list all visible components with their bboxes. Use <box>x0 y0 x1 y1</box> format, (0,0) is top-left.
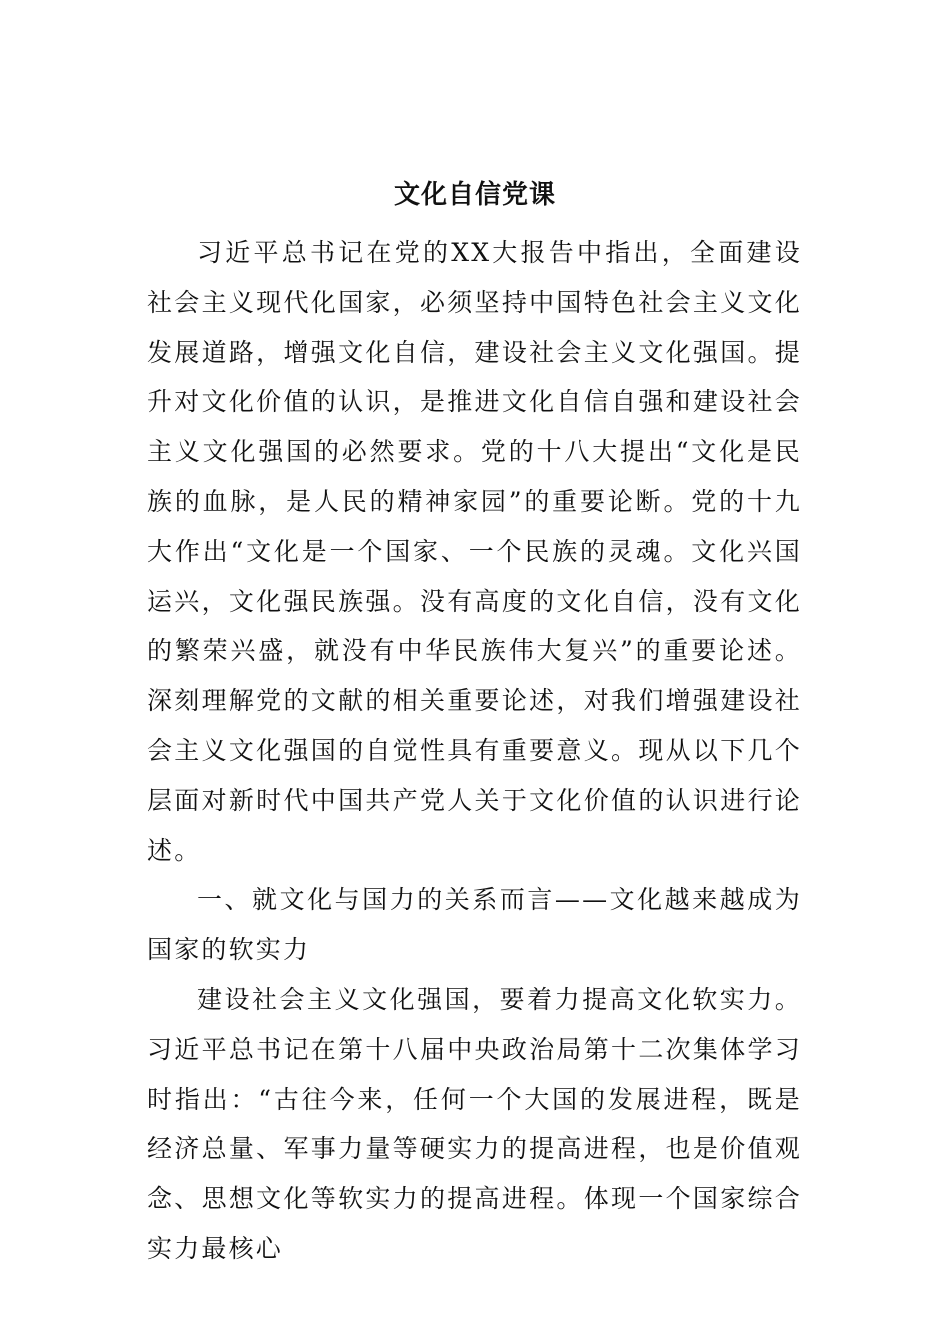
document-title: 文化自信党课 <box>393 180 556 211</box>
document-body <box>147 228 802 1274</box>
paragraph-intro: 习近平总书记在党的XX大报告中指出，全面建设社会主义现代化国家，必须坚持中国特色社会主义文化发展道路，增强文化自信，建设社会主义文化强国。提升对文化价值的认识，是推进文化自信自强和建设社会主义文化强国的必然要求。党的十八大提出“文化是民族的血脉，是人民的精神家园”的重要论断。党的十九大作出“文化是一个国家、一个民族的灵魂。文化兴国运兴，文化强民族强。没有高度的文化自信，没有文化的繁荣兴盛，就没有中华民族伟大复兴”的重要论述。深刻理解党的文献的相关重要论述，对我们增强建设社会主义文化强国的自觉性具有重要意义。现从以下几个层面对新时代中国共产党人关于文化价值的认识进行论述。 <box>147 238 802 865</box>
section-heading-1: 一、就文化与国力的关系而言——文化越来越成为国家的软实力 <box>147 885 802 965</box>
paragraph-section-1: 建设社会主义文化强国，要着力提高文化软实力。习近平总书记在第十八届中央政治局第十二次集体学习时指出：“古往今来，任何一个大国的发展进程，既是经济总量、军事力量等硬实力的提高进程，也是价值观念、思想文化等软实力的提高进程。体现一个国家综合实力最核心 <box>147 984 802 1263</box>
